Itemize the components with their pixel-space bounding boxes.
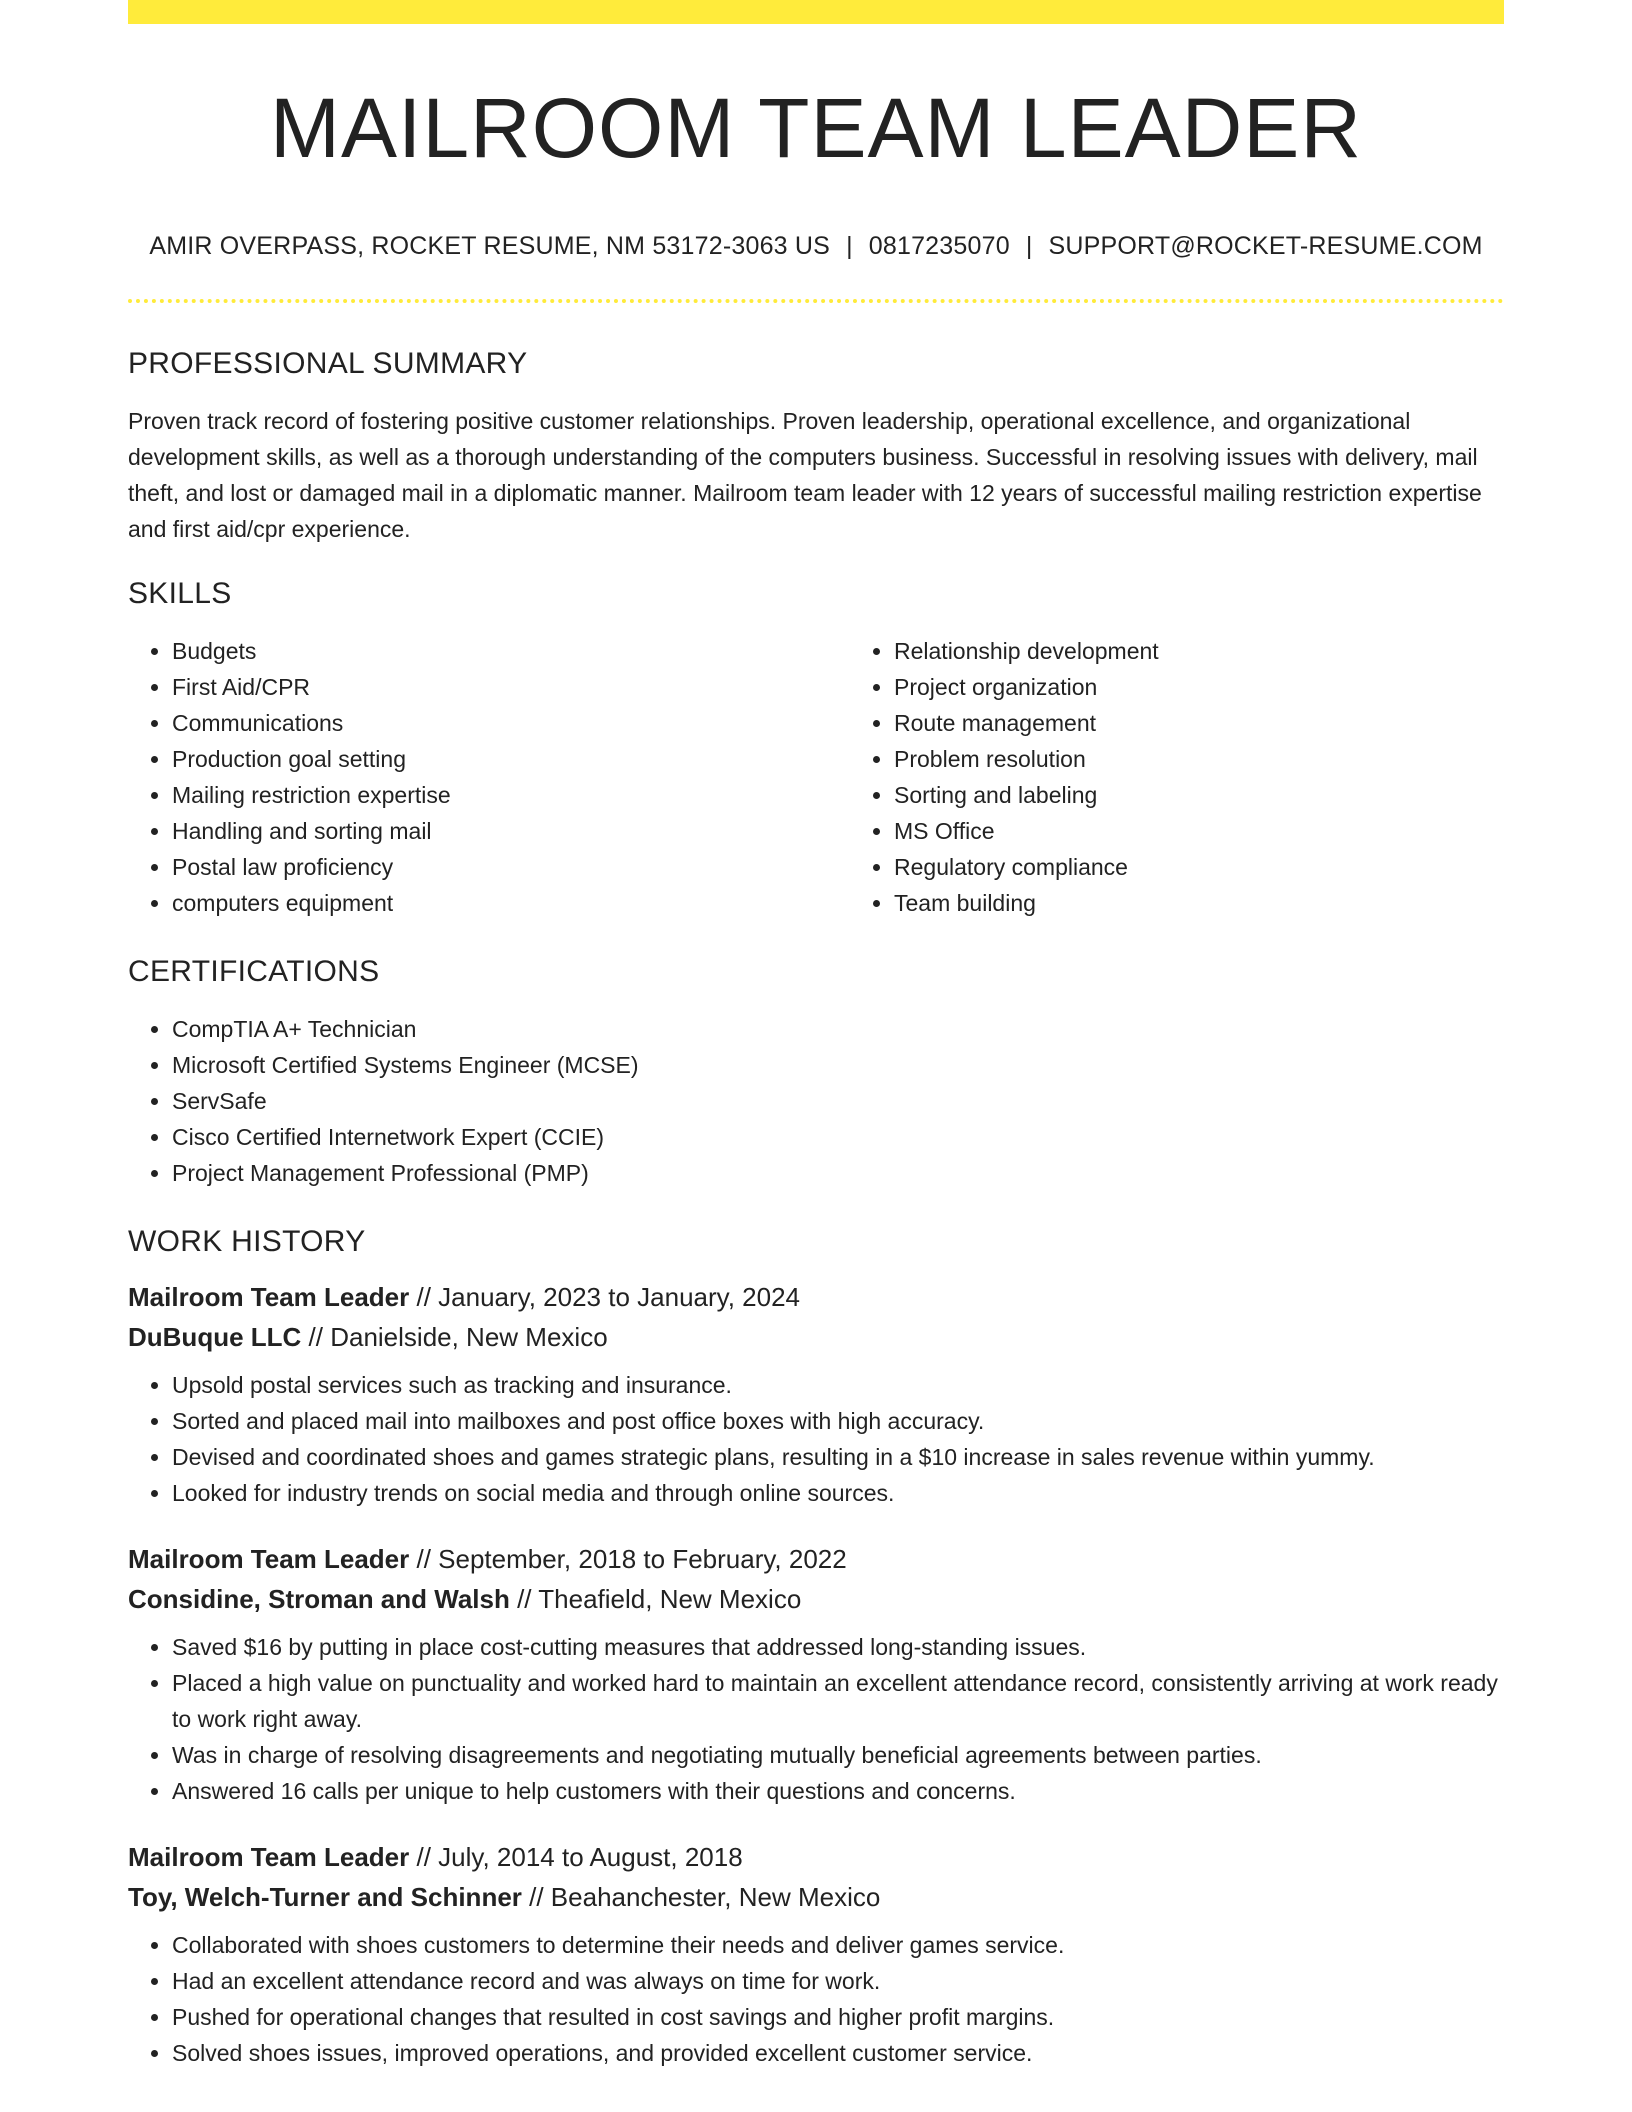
skills-heading: SKILLS bbox=[128, 577, 232, 610]
certification-item: • ServSafe bbox=[172, 1083, 1504, 1119]
work-history-heading: WORK HISTORY bbox=[128, 1225, 366, 1258]
header-divider bbox=[128, 299, 1504, 303]
certification-item: • Project Management Professional (PMP) bbox=[172, 1155, 1504, 1191]
skill-item: • Sorting and labeling bbox=[894, 777, 1572, 813]
job-bullet: • Devised and coordinated shoes and games strategic plans, resulting in a $10 increase in sales revenue within yummy. bbox=[172, 1439, 1504, 1475]
job-bullet: • Upsold postal services such as tracking and insurance. bbox=[172, 1367, 1504, 1403]
job-company: Toy, Welch-Turner and Schinner bbox=[128, 1882, 522, 1912]
contact-separator: | bbox=[1025, 232, 1033, 260]
skill-item: • Problem resolution bbox=[894, 741, 1572, 777]
certifications-heading: CERTIFICATIONS bbox=[128, 955, 380, 988]
job-company: DuBuque LLC bbox=[128, 1322, 302, 1352]
job-company-line bbox=[128, 1317, 1504, 1357]
job-role: Mailroom Team Leader bbox=[128, 1544, 410, 1574]
job-role-line bbox=[128, 1539, 1504, 1579]
skill-item: • Regulatory compliance bbox=[894, 849, 1572, 885]
summary-heading: PROFESSIONAL SUMMARY bbox=[128, 347, 528, 380]
job-dates: // September, 2018 to February, 2022 bbox=[409, 1544, 847, 1574]
job-role: Mailroom Team Leader bbox=[128, 1282, 410, 1312]
summary-text: Proven track record of fostering positive customer relationships. Proven leadership, operational excellence, and organizational development skills, as well as a thorough understanding of the computers business. Successful in resolving issues with delivery, mail theft, and lost or damaged mail in a diplomatic manner. Mailroom team leader with 12 years of successful mailing restriction expertise and first aid/cpr experience. bbox=[128, 408, 1482, 542]
certification-item: • Microsoft Certified Systems Engineer (MCSE) bbox=[172, 1047, 1504, 1083]
contact-email: SUPPORT@ROCKET-RESUME.COM bbox=[1048, 232, 1483, 260]
job-company: Considine, Stroman and Walsh bbox=[128, 1584, 510, 1614]
job-bullet: • Solved shoes issues, improved operations, and provided excellent customer service. bbox=[172, 2035, 1504, 2071]
job-bullets bbox=[128, 1367, 1504, 1511]
certification-item: • Cisco Certified Internetwork Expert (CCIE) bbox=[172, 1119, 1504, 1155]
skill-item: • Handling and sorting mail bbox=[172, 813, 850, 849]
skills-columns bbox=[128, 633, 1504, 921]
skill-item: • Relationship development bbox=[894, 633, 1572, 669]
contact-separator: | bbox=[846, 232, 853, 260]
job-bullets bbox=[128, 1629, 1504, 1809]
job-dates: // January, 2023 to January, 2024 bbox=[409, 1282, 801, 1312]
contact-line bbox=[128, 232, 1504, 261]
job-bullet: • Looked for industry trends on social media and through online sources. bbox=[172, 1475, 1504, 1511]
certifications-list bbox=[128, 1011, 1504, 1191]
job-bullet: • Sorted and placed mail into mailboxes and post office boxes with high accuracy. bbox=[172, 1403, 1504, 1439]
contact-address: AMIR OVERPASS, ROCKET RESUME, NM 53172-3063 US bbox=[149, 232, 831, 260]
job-bullet: • Had an excellent attendance record and was always on time for work. bbox=[172, 1963, 1504, 1999]
skill-item: • Postal law proficiency bbox=[172, 849, 850, 885]
job-company-line bbox=[128, 1579, 1504, 1619]
skill-item: • Project organization bbox=[894, 669, 1572, 705]
job-location: // Beahanchester, New Mexico bbox=[521, 1882, 881, 1912]
job-bullets bbox=[128, 1927, 1504, 2071]
skill-item: • Mailing restriction expertise bbox=[172, 777, 850, 813]
job-role: Mailroom Team Leader bbox=[128, 1842, 410, 1872]
skill-item: • Team building bbox=[894, 885, 1572, 921]
job-location: // Theafield, New Mexico bbox=[509, 1584, 802, 1614]
skill-item: • Route management bbox=[894, 705, 1572, 741]
skills-list-left bbox=[128, 633, 850, 921]
job-bullet: • Was in charge of resolving disagreements and negotiating mutually beneficial agreements between parties. bbox=[172, 1737, 1504, 1773]
resume-page bbox=[128, 0, 1504, 2071]
skill-item: • Production goal setting bbox=[172, 741, 850, 777]
skill-item: • First Aid/CPR bbox=[172, 669, 850, 705]
contact-phone: 0817235070 bbox=[868, 232, 1010, 260]
job-company-line bbox=[128, 1877, 1504, 1917]
certification-item: • CompTIA A+ Technician bbox=[172, 1011, 1504, 1047]
job-bullet: • Answered 16 calls per unique to help customers with their questions and concerns. bbox=[172, 1773, 1504, 1809]
job-entry bbox=[128, 1837, 1504, 2071]
job-role-line bbox=[128, 1277, 1504, 1317]
job-entry bbox=[128, 1539, 1504, 1809]
job-bullet: • Placed a high value on punctuality and worked hard to maintain an excellent attendance record, consistently arriving at work ready to work right away. bbox=[172, 1665, 1504, 1737]
skill-item: • Communications bbox=[172, 705, 850, 741]
skill-item: • computers equipment bbox=[172, 885, 850, 921]
top-accent-bar bbox=[128, 0, 1504, 24]
job-dates: // July, 2014 to August, 2018 bbox=[409, 1842, 743, 1872]
job-role-line bbox=[128, 1837, 1504, 1877]
skill-item: • MS Office bbox=[894, 813, 1572, 849]
job-bullet: • Pushed for operational changes that resulted in cost savings and higher profit margins. bbox=[172, 1999, 1504, 2035]
job-bullet: • Saved $16 by putting in place cost-cutting measures that addressed long-standing issues. bbox=[172, 1629, 1504, 1665]
job-entry bbox=[128, 1277, 1504, 1511]
skill-item: • Budgets bbox=[172, 633, 850, 669]
skills-list-right bbox=[850, 633, 1572, 921]
page-title: MAILROOM TEAM LEADER bbox=[270, 81, 1362, 175]
job-location: // Danielside, New Mexico bbox=[301, 1322, 608, 1352]
job-bullet: • Collaborated with shoes customers to determine their needs and deliver games service. bbox=[172, 1927, 1504, 1963]
